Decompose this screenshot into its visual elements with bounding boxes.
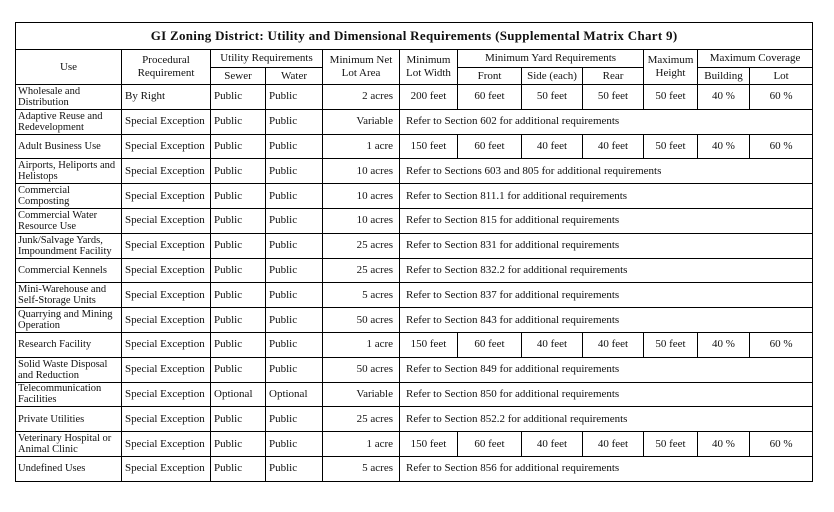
water-cell: Public [266,332,323,357]
header-min-yard-requirements: Minimum Yard Requirements [458,50,644,68]
front-yard-cell: 60 feet [458,432,522,457]
sewer-cell: Public [211,159,266,184]
sewer-cell: Public [211,332,266,357]
table-row [16,357,813,382]
table-row [16,407,813,432]
sewer-cell: Public [211,258,266,283]
procedural-cell: Special Exception [122,233,211,258]
reference-cell: Refer to Section 850 for additional requirements [400,382,813,407]
lot-area-cell: 10 acres [323,208,400,233]
header-procedural-requirement: Procedural Requirement [122,50,211,85]
table-row [16,258,813,283]
sewer-cell: Public [211,308,266,333]
use-cell: Private Utilities [16,407,122,432]
water-cell: Public [266,109,323,134]
zoning-table-container [15,22,813,482]
procedural-cell: Special Exception [122,357,211,382]
procedural-cell: Special Exception [122,208,211,233]
reference-cell: Refer to Section 843 for additional requirements [400,308,813,333]
water-cell: Public [266,134,323,159]
procedural-cell: Special Exception [122,159,211,184]
header-use: Use [16,50,122,85]
table-row [16,432,813,457]
water-cell: Public [266,432,323,457]
height-cell: 50 feet [644,85,698,110]
header-max-height: Maximum Height [644,50,698,85]
use-cell: Solid Waste Disposal and Reduction [16,357,122,382]
table-row [16,308,813,333]
sewer-cell: Public [211,85,266,110]
header-front: Front [458,68,522,85]
lot-area-cell: 25 acres [323,258,400,283]
building-coverage-cell: 40 % [698,85,750,110]
sewer-cell: Public [211,109,266,134]
reference-cell: Refer to Section 811.1 for additional requirements [400,184,813,209]
use-cell: Mini-Warehouse and Self-Storage Units [16,283,122,308]
use-cell: Commercial Kennels [16,258,122,283]
procedural-cell: Special Exception [122,308,211,333]
lot-area-cell: 5 acres [323,456,400,481]
lot-area-cell: Variable [323,109,400,134]
sewer-cell: Public [211,208,266,233]
table-row [16,85,813,110]
lot-area-cell: 5 acres [323,283,400,308]
procedural-cell: Special Exception [122,332,211,357]
building-coverage-cell: 40 % [698,134,750,159]
use-cell: Adaptive Reuse and Redevelopment [16,109,122,134]
lot-area-cell: 1 acre [323,332,400,357]
water-cell: Optional [266,382,323,407]
front-yard-cell: 60 feet [458,134,522,159]
use-cell: Adult Business Use [16,134,122,159]
procedural-cell: Special Exception [122,432,211,457]
water-cell: Public [266,357,323,382]
procedural-cell: Special Exception [122,184,211,209]
height-cell: 50 feet [644,332,698,357]
table-row [16,456,813,481]
table-title: GI Zoning District: Utility and Dimensional Requirements (Supplemental Matrix Chart 9) [16,23,813,50]
reference-cell: Refer to Section 815 for additional requirements [400,208,813,233]
water-cell: Public [266,308,323,333]
use-cell: Veterinary Hospital or Animal Clinic [16,432,122,457]
lot-width-cell: 150 feet [400,134,458,159]
use-cell: Telecommunication Facilities [16,382,122,407]
lot-area-cell: 10 acres [323,159,400,184]
side-yard-cell: 40 feet [522,432,583,457]
building-coverage-cell: 40 % [698,332,750,357]
lot-coverage-cell: 60 % [750,134,813,159]
side-yard-cell: 40 feet [522,134,583,159]
procedural-cell: By Right [122,85,211,110]
lot-width-cell: 150 feet [400,332,458,357]
table-row [16,159,813,184]
sewer-cell: Public [211,357,266,382]
procedural-cell: Special Exception [122,407,211,432]
use-cell: Undefined Uses [16,456,122,481]
header-building: Building [698,68,750,85]
sewer-cell: Public [211,283,266,308]
lot-area-cell: 50 acres [323,308,400,333]
table-row [16,283,813,308]
header-max-coverage: Maximum Coverage [698,50,813,68]
use-cell: Commercial Composting [16,184,122,209]
header-lot: Lot [750,68,813,85]
reference-cell: Refer to Section 856 for additional requirements [400,456,813,481]
reference-cell: Refer to Section 852.2 for additional requirements [400,407,813,432]
rear-yard-cell: 40 feet [583,332,644,357]
lot-area-cell: 25 acres [323,233,400,258]
lot-area-cell: 2 acres [323,85,400,110]
reference-cell: Refer to Section 602 for additional requirements [400,109,813,134]
water-cell: Public [266,407,323,432]
water-cell: Public [266,208,323,233]
side-yard-cell: 50 feet [522,85,583,110]
procedural-cell: Special Exception [122,258,211,283]
reference-cell: Refer to Section 837 for additional requirements [400,283,813,308]
lot-coverage-cell: 60 % [750,332,813,357]
header-utility-requirements: Utility Requirements [211,50,323,68]
header-water: Water [266,68,323,85]
use-cell: Junk/Salvage Yards, Impoundment Facility [16,233,122,258]
header-min-lot-width: Minimum Lot Width [400,50,458,85]
lot-area-cell: 1 acre [323,134,400,159]
table-row [16,382,813,407]
use-cell: Commercial Water Resource Use [16,208,122,233]
sewer-cell: Public [211,456,266,481]
procedural-cell: Special Exception [122,456,211,481]
header-sewer: Sewer [211,68,266,85]
reference-cell: Refer to Section 849 for additional requirements [400,357,813,382]
sewer-cell: Public [211,233,266,258]
lot-area-cell: 50 acres [323,357,400,382]
table-row [16,233,813,258]
table-row [16,332,813,357]
lot-width-cell: 150 feet [400,432,458,457]
procedural-cell: Special Exception [122,134,211,159]
table-row [16,208,813,233]
table-row [16,134,813,159]
lot-area-cell: 25 acres [323,407,400,432]
water-cell: Public [266,283,323,308]
lot-coverage-cell: 60 % [750,432,813,457]
rear-yard-cell: 40 feet [583,432,644,457]
height-cell: 50 feet [644,134,698,159]
rear-yard-cell: 50 feet [583,85,644,110]
header-min-net-lot-area: Minimum Net Lot Area [323,50,400,85]
water-cell: Public [266,258,323,283]
sewer-cell: Public [211,184,266,209]
procedural-cell: Special Exception [122,109,211,134]
water-cell: Public [266,233,323,258]
sewer-cell: Public [211,407,266,432]
use-cell: Airports, Heliports and Helistops [16,159,122,184]
water-cell: Public [266,159,323,184]
reference-cell: Refer to Section 832.2 for additional requirements [400,258,813,283]
header-side: Side (each) [522,68,583,85]
header-rear: Rear [583,68,644,85]
height-cell: 50 feet [644,432,698,457]
procedural-cell: Special Exception [122,283,211,308]
lot-area-cell: 1 acre [323,432,400,457]
water-cell: Public [266,85,323,110]
table-row [16,184,813,209]
front-yard-cell: 60 feet [458,332,522,357]
front-yard-cell: 60 feet [458,85,522,110]
water-cell: Public [266,184,323,209]
use-cell: Wholesale and Distribution [16,85,122,110]
building-coverage-cell: 40 % [698,432,750,457]
sewer-cell: Public [211,432,266,457]
lot-area-cell: 10 acres [323,184,400,209]
reference-cell: Refer to Section 831 for additional requirements [400,233,813,258]
sewer-cell: Optional [211,382,266,407]
lot-coverage-cell: 60 % [750,85,813,110]
side-yard-cell: 40 feet [522,332,583,357]
use-cell: Quarrying and Mining Operation [16,308,122,333]
reference-cell: Refer to Sections 603 and 805 for additional requirements [400,159,813,184]
use-cell: Research Facility [16,332,122,357]
lot-width-cell: 200 feet [400,85,458,110]
sewer-cell: Public [211,134,266,159]
procedural-cell: Special Exception [122,382,211,407]
rear-yard-cell: 40 feet [583,134,644,159]
lot-area-cell: Variable [323,382,400,407]
zoning-matrix-table [15,22,813,482]
water-cell: Public [266,456,323,481]
table-row [16,109,813,134]
